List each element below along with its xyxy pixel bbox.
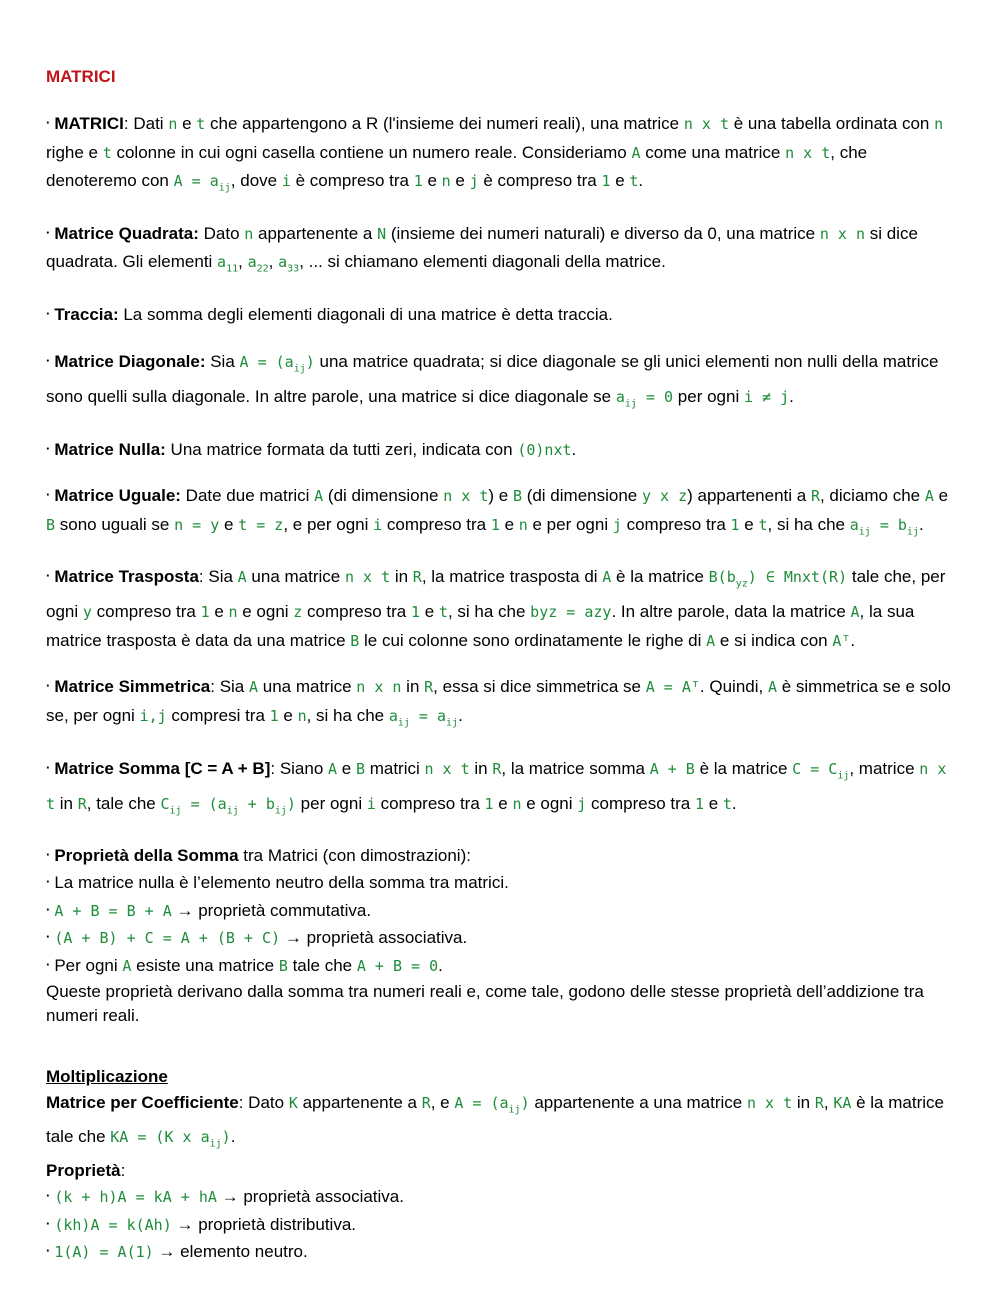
definition-matrice-quadrata xyxy=(46,220,958,283)
bullet-icon: · xyxy=(46,678,51,694)
math-inline: a xyxy=(217,253,227,272)
text-run: , che denoteremo con xyxy=(46,142,868,190)
text-run: come una matrice xyxy=(640,142,786,162)
sum-properties-section xyxy=(46,843,958,1029)
text-run: : Sia xyxy=(210,677,249,697)
math-inline: n x t xyxy=(746,1094,793,1113)
text-run: , si ha che xyxy=(447,602,531,622)
math-subscript: ij xyxy=(508,1104,521,1116)
page-title: MATRICI xyxy=(46,67,116,86)
math-inline: R xyxy=(77,794,87,813)
definition-matrice-diagonale xyxy=(46,348,958,418)
text-run: è la matrice xyxy=(611,567,709,587)
text-run: per ogni xyxy=(295,793,367,813)
math-subscript: 33 xyxy=(287,263,300,275)
math-subscript: ij xyxy=(169,805,182,817)
document-body xyxy=(46,64,958,1267)
bullet-icon: · xyxy=(46,1215,51,1231)
math-inline: n x t xyxy=(683,115,729,133)
text-run: Per ogni xyxy=(54,955,123,975)
line-item xyxy=(46,1212,958,1240)
math-inline: t xyxy=(196,115,206,133)
text-run: compreso tra xyxy=(586,793,695,813)
math-inline: K xyxy=(288,1094,298,1113)
text-run: , xyxy=(823,1093,834,1113)
math-inline: B(b xyxy=(708,568,736,587)
bold-term: Matrice Simmetrica xyxy=(54,677,211,697)
math-inline: n xyxy=(244,224,254,243)
text-run: : xyxy=(120,1160,126,1180)
bold-term: Proprietà xyxy=(46,1160,121,1180)
math-inline: = b xyxy=(870,515,907,534)
text-run: . xyxy=(438,955,443,975)
math-inline: = a xyxy=(409,706,447,725)
bullet-icon: · xyxy=(46,568,51,584)
math-inline: (A + B) + C = A + (B + C) xyxy=(54,929,281,948)
math-inline: a xyxy=(278,253,288,272)
math-inline: 1 xyxy=(200,603,210,622)
math-inline: z xyxy=(293,603,303,622)
math-inline: A + B = B + A xyxy=(54,901,172,920)
math-inline: A xyxy=(924,487,934,506)
definition-matrice-simmetrica xyxy=(46,673,958,736)
math-inline: A xyxy=(706,631,716,650)
text-run: è la matrice xyxy=(694,758,793,778)
math-inline: A xyxy=(850,603,860,622)
math-inline: A xyxy=(314,487,324,506)
text-run: e xyxy=(177,114,197,133)
bullet-icon: · xyxy=(46,759,51,775)
text-run: Date due matrici xyxy=(180,486,315,506)
math-inline: B xyxy=(350,631,360,650)
text-run: . xyxy=(638,171,644,190)
text-run: e xyxy=(933,486,949,506)
math-inline: 1(A) = A(1) xyxy=(54,1243,154,1262)
text-run: appartenente a xyxy=(297,1093,422,1113)
text-run: e si indica con xyxy=(715,630,833,650)
math-inline: ) xyxy=(305,352,315,371)
math-inline: A xyxy=(631,143,641,162)
math-inline: B xyxy=(355,759,365,778)
text-run: → proprietà commutativa. xyxy=(171,900,372,920)
math-inline: ) xyxy=(221,1127,231,1146)
text-run: Sia xyxy=(205,351,240,371)
bullet-icon: · xyxy=(46,224,51,240)
text-run: colonne in cui ogni casella contiene un numero reale. Consideriamo xyxy=(111,142,632,162)
text-run: compreso tra xyxy=(382,514,491,534)
math-inline: n x t xyxy=(46,759,947,813)
math-inline: i xyxy=(366,794,376,813)
text-run: . xyxy=(571,439,577,459)
math-inline: N xyxy=(377,224,387,243)
bullet-icon: · xyxy=(46,846,51,862)
text-run: , matrice xyxy=(849,758,920,778)
text-run: si dice quadrata. Gli elementi xyxy=(46,223,918,272)
text-run: e ogni xyxy=(521,793,578,813)
math-subscript: ij xyxy=(397,717,410,729)
definition-matrice-nulla xyxy=(46,436,958,465)
definition-matrici xyxy=(46,110,958,202)
text-run: , xyxy=(238,252,248,272)
text-run: La matrice nulla è l’elemento neutro della somma tra matrici. xyxy=(54,873,509,893)
text-run: , dove xyxy=(230,171,282,190)
bold-term: Matrice Nulla: xyxy=(54,439,166,459)
bold-term: Matrice Trasposta xyxy=(54,567,199,587)
text-run: è simmetrica se e solo se, per ogni xyxy=(46,677,951,725)
math-inline: (kh)A = k(Ah) xyxy=(54,1215,172,1234)
text-run: compresi tra xyxy=(166,705,270,725)
text-run: compreso tra xyxy=(375,793,485,813)
bullet-icon: · xyxy=(46,956,51,972)
text-run: appartenente a xyxy=(253,223,378,243)
line-item xyxy=(46,1184,958,1212)
math-inline: = 0 xyxy=(636,387,674,406)
math-inline: R xyxy=(421,1094,431,1113)
bullet-icon: · xyxy=(46,352,51,368)
math-inline: t = z xyxy=(238,515,284,534)
line-item xyxy=(46,1090,958,1158)
definition-matrice-uguale xyxy=(46,482,958,545)
math-inline: A = (a xyxy=(454,1094,509,1113)
text-run: tale che, per ogni xyxy=(46,567,946,622)
math-inline: ) ∈ Mnxt(R) xyxy=(747,568,848,587)
text-run: in xyxy=(792,1093,815,1113)
math-inline: A xyxy=(767,678,777,697)
text-run: e xyxy=(420,602,439,622)
math-subscript: ij xyxy=(858,525,871,537)
text-run: . Quindi, xyxy=(699,677,768,697)
math-inline: 1 xyxy=(490,515,500,534)
text-run: e xyxy=(337,758,356,778)
text-run: → elemento neutro. xyxy=(153,1242,308,1262)
bullet-icon: · xyxy=(46,1188,51,1204)
text-run: , ... si chiamano elementi diagonali della matrice. xyxy=(299,252,666,272)
text-run: e xyxy=(499,514,519,534)
text-run: , diciamo che xyxy=(819,486,925,506)
text-run: compreso tra xyxy=(302,602,411,622)
text-run: le cui colonne sono ordinatamente le righe di xyxy=(359,630,707,650)
line-item xyxy=(46,953,958,981)
math-inline: n x t xyxy=(344,568,391,587)
math-inline: y x z xyxy=(641,487,688,506)
text-run: in xyxy=(390,567,413,587)
math-inline: n xyxy=(518,515,528,534)
math-inline: i xyxy=(281,172,291,190)
math-inline: a xyxy=(849,515,859,534)
math-inline: A xyxy=(237,568,247,587)
math-inline: a xyxy=(247,253,257,272)
bullet-icon: · xyxy=(46,115,51,130)
math-inline: R xyxy=(814,1094,824,1113)
math-inline: A xyxy=(249,678,259,697)
math-subscript: 22 xyxy=(256,263,269,275)
math-inline: j xyxy=(612,515,622,534)
text-run: è la matrice tale che xyxy=(46,1093,944,1146)
bullet-icon: · xyxy=(46,901,51,917)
math-inline: A + B = 0 xyxy=(356,956,439,975)
text-run: e xyxy=(450,171,470,190)
math-inline: R xyxy=(810,487,820,506)
definition-matrice-somma xyxy=(46,755,958,825)
text-run: ) appartenenti a xyxy=(687,486,811,506)
definitions-section xyxy=(46,110,958,825)
text-run: è una tabella ordinata con xyxy=(728,114,935,133)
text-run: : Dato xyxy=(238,1093,289,1113)
text-run: ) e xyxy=(488,486,513,506)
line-item xyxy=(46,980,958,1028)
text-run: che appartengono a R (l'insieme dei numeri reali), una matrice xyxy=(205,114,684,133)
math-inline: A = (a xyxy=(239,352,294,371)
text-run: e xyxy=(493,793,513,813)
math-subscript: yz xyxy=(735,578,748,590)
math-inline: n x n xyxy=(356,678,402,697)
text-run: una matrice xyxy=(246,567,345,587)
text-run: , la matrice trasposta di xyxy=(421,567,603,587)
text-run: e xyxy=(703,793,723,813)
text-run: compreso tra xyxy=(621,514,731,534)
math-inline: A = Aᵀ xyxy=(645,678,700,697)
math-subscript: ij xyxy=(837,770,850,782)
text-run: → proprietà associativa. xyxy=(216,1187,404,1207)
math-inline: A + B xyxy=(649,759,695,778)
text-run: : Sia xyxy=(198,567,238,587)
math-inline: B xyxy=(278,956,288,975)
math-inline: n xyxy=(297,706,307,725)
math-subscript: ij xyxy=(906,525,919,537)
text-run: (di dimensione xyxy=(521,486,642,506)
line-item xyxy=(46,1239,958,1267)
math-inline: R xyxy=(424,678,434,697)
math-inline: A xyxy=(328,759,338,778)
math-inline: n xyxy=(512,794,522,813)
text-run: . xyxy=(918,514,924,534)
text-run: . In altre parole, data la matrice xyxy=(611,602,851,622)
text-run: e xyxy=(422,171,442,190)
math-inline: j xyxy=(469,172,479,190)
math-inline: ) xyxy=(520,1094,530,1113)
math-inline: C = C xyxy=(792,759,838,778)
math-inline: n x t xyxy=(424,759,470,778)
math-inline: n = y xyxy=(174,515,220,534)
bold-term: Proprietà della Somma xyxy=(54,845,239,865)
text-run: sono uguali se xyxy=(55,514,175,534)
math-inline: t xyxy=(102,143,112,162)
text-run: tale che xyxy=(287,955,357,975)
text-run: , la sua matrice trasposta è data da una matrice xyxy=(46,602,915,650)
text-run: e xyxy=(610,171,630,190)
math-subscript: ij xyxy=(274,805,287,817)
math-subscript: 11 xyxy=(226,263,239,275)
math-inline: 1 xyxy=(484,794,494,813)
bullet-icon: · xyxy=(46,874,51,890)
math-inline: j xyxy=(577,794,587,813)
text-run: . xyxy=(789,386,794,406)
math-inline: byz = azy xyxy=(530,603,612,622)
bold-term: Matrice Quadrata: xyxy=(54,223,199,243)
math-inline: KA = (K x a xyxy=(110,1127,210,1146)
section-heading-moltiplicazione: Moltiplicazione xyxy=(46,1067,168,1087)
text-run: Dato xyxy=(198,223,245,243)
text-run: e per ogni xyxy=(527,514,613,534)
text-run: . xyxy=(458,705,463,725)
math-subscript: ij xyxy=(209,1138,222,1150)
text-run: La somma degli elementi diagonali di una matrice è detta traccia. xyxy=(118,305,613,325)
text-run: . xyxy=(230,1126,236,1146)
math-inline: A = a xyxy=(173,172,219,190)
text-run: (di dimensione xyxy=(323,486,444,506)
text-run: matrici xyxy=(365,758,425,778)
text-run: → proprietà distributiva. xyxy=(171,1214,356,1234)
math-inline: (0)nxt xyxy=(517,440,572,459)
text-run: → proprietà associativa. xyxy=(280,928,468,948)
math-inline: C xyxy=(160,794,170,813)
bullet-icon: · xyxy=(46,440,51,456)
text-run: appartenente a una matrice xyxy=(529,1093,747,1113)
math-inline: t xyxy=(629,172,639,190)
math-inline: n x t xyxy=(785,143,831,162)
math-inline: Aᵀ xyxy=(832,631,851,650)
text-run: tra Matrici (con dimostrazioni): xyxy=(238,845,471,865)
text-run: è compreso tra xyxy=(290,171,414,190)
math-inline: R xyxy=(412,568,422,587)
math-inline: 1 xyxy=(413,172,423,190)
math-inline: i xyxy=(373,515,383,534)
bold-term: Matrice per Coefficiente xyxy=(46,1093,239,1113)
math-subscript: ij xyxy=(218,182,231,194)
line-item xyxy=(46,870,958,898)
bullet-icon: · xyxy=(46,487,51,503)
text-run: , tale che xyxy=(86,793,161,813)
math-subscript: ij xyxy=(226,805,239,817)
text-run: : Dati xyxy=(123,114,169,133)
text-run: è compreso tra xyxy=(478,171,602,190)
text-run: Queste proprietà derivano dalla somma tra numeri reali e, come tale, godono delle stesse proprietà dell’addizione tra numeri reali. xyxy=(46,982,924,1026)
definition-matrice-trasposta xyxy=(46,563,958,655)
multiplication-section xyxy=(46,1090,958,1267)
math-inline: n xyxy=(441,172,451,190)
bold-term: Matrice Somma [C = A + B] xyxy=(54,758,271,778)
text-run: , essa si dice simmetrica se xyxy=(433,677,646,697)
line-item xyxy=(46,1158,958,1185)
bold-term: MATRICI xyxy=(54,114,124,133)
text-run: una matrice xyxy=(258,677,357,697)
text-run: in xyxy=(469,758,493,778)
math-inline: A xyxy=(602,568,612,587)
math-inline: ) xyxy=(286,794,296,813)
text-run: righe e xyxy=(46,142,103,162)
math-inline: n xyxy=(934,115,944,133)
text-run: : Siano xyxy=(270,758,329,778)
math-inline: i ≠ j xyxy=(743,387,790,406)
text-run: (insieme dei numeri naturali) e diverso da 0, una matrice xyxy=(386,223,820,243)
definition-traccia xyxy=(46,301,958,330)
text-run: , xyxy=(268,252,279,272)
bullet-icon: · xyxy=(46,306,51,322)
text-run: e xyxy=(278,705,298,725)
math-subscript: ij xyxy=(293,363,306,375)
text-run: . xyxy=(850,630,856,650)
bold-term: Matrice Uguale: xyxy=(54,486,181,506)
text-run: per ogni xyxy=(673,386,744,406)
text-run: Una matrice formata da tutti zeri, indicata con xyxy=(165,439,518,459)
math-inline: n x t xyxy=(443,487,489,506)
line-item xyxy=(46,898,958,926)
math-inline: n x n xyxy=(819,224,865,243)
line-item xyxy=(46,925,958,953)
math-inline: R xyxy=(492,759,502,778)
math-inline: a xyxy=(388,706,398,725)
math-inline: y xyxy=(82,603,92,622)
text-run: , e per ogni xyxy=(283,514,374,534)
math-inline: 1 xyxy=(269,706,279,725)
math-inline: 1 xyxy=(694,794,704,813)
text-run: compreso tra xyxy=(91,602,201,622)
math-inline: t xyxy=(438,603,448,622)
text-run: e xyxy=(739,514,759,534)
math-inline: 1 xyxy=(410,603,421,622)
math-inline: KA xyxy=(833,1094,852,1113)
math-inline: n xyxy=(168,115,178,133)
math-inline: A xyxy=(122,956,132,975)
text-run: una matrice quadrata; si dice diagonale se gli unici elementi non nulli della matrice sono quelli sulla diagonale. In altre parole, una matrice si dice diagonale se xyxy=(46,351,939,406)
text-run: . xyxy=(731,793,737,813)
math-inline: (k + h)A = kA + hA xyxy=(54,1188,217,1207)
text-run: e ogni xyxy=(237,602,294,622)
math-inline: t xyxy=(722,794,732,813)
text-run: e xyxy=(219,514,239,534)
math-inline: + b xyxy=(238,794,275,813)
math-inline: n xyxy=(228,603,238,622)
text-run: in xyxy=(401,677,425,697)
math-inline: B xyxy=(512,487,522,506)
bold-term: Matrice Diagonale: xyxy=(54,351,206,371)
math-inline: i,j xyxy=(139,706,167,725)
text-run: , si ha che xyxy=(767,514,850,534)
math-inline: = (a xyxy=(181,794,227,813)
text-run: , e xyxy=(430,1093,455,1113)
math-inline: a xyxy=(615,387,625,406)
text-run: esiste una matrice xyxy=(131,955,279,975)
bullet-icon: · xyxy=(46,1243,51,1259)
math-subscript: ij xyxy=(624,398,637,410)
line-item xyxy=(46,843,958,871)
math-inline: B xyxy=(46,515,56,534)
text-run: , si ha che xyxy=(306,705,389,725)
bold-term: Traccia: xyxy=(54,305,119,325)
math-inline: t xyxy=(758,515,768,534)
text-run: , la matrice somma xyxy=(501,758,650,778)
math-inline: 1 xyxy=(730,515,740,534)
bullet-icon: · xyxy=(46,929,51,945)
text-run: in xyxy=(55,793,78,813)
text-run: e xyxy=(209,602,229,622)
math-inline: 1 xyxy=(601,172,611,190)
math-subscript: ij xyxy=(446,717,459,729)
